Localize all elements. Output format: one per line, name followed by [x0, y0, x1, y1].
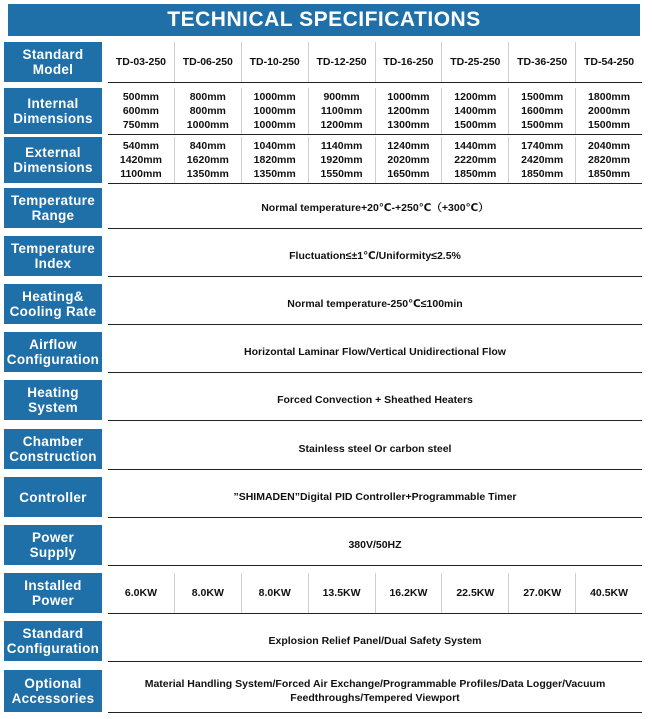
spec-value: Explosion Relief Panel/Dual Safety System [268, 635, 482, 647]
row-body [108, 137, 642, 184]
model-name: TD-36-250 [517, 56, 568, 68]
row-heating-system [4, 380, 642, 420]
dimension-value: 800mm [189, 105, 226, 117]
dimension-value: 1200mm [454, 91, 497, 103]
row-chamber-construction [4, 429, 642, 469]
dimension-value: 2820mm [588, 154, 631, 166]
dimension-value: 1300mm [387, 119, 430, 131]
dimension-value: 1650mm [387, 168, 430, 180]
power-value: 13.5KW [322, 587, 361, 599]
header-line: Configuration [6, 641, 100, 656]
dimension-value: 1000mm [253, 105, 296, 117]
header-line: External [25, 145, 81, 160]
power-value: 27.0KW [523, 587, 562, 599]
header-line: Optional [24, 676, 82, 691]
dimension-cell [575, 137, 642, 183]
spec-value [108, 670, 642, 712]
row-header [4, 188, 102, 228]
header-line: Temperature [10, 241, 96, 256]
dimension-cell [108, 137, 174, 183]
row-standard-configuration [4, 621, 642, 661]
row-body [108, 284, 642, 325]
dimension-cell [508, 88, 575, 134]
power-cell [108, 573, 174, 613]
row-header [4, 573, 102, 613]
header-line: System [28, 400, 78, 415]
row-standard-model [4, 42, 642, 82]
row-body [108, 332, 642, 373]
row-header [4, 429, 102, 469]
dimension-value: 1600mm [521, 105, 564, 117]
spec-value: Forced Convection + Sheathed Heaters [277, 394, 473, 406]
model-name: TD-06-250 [182, 56, 233, 68]
model-cell [308, 42, 375, 82]
row-header [4, 332, 102, 372]
row-external-dimensions [4, 137, 642, 183]
dimension-cell [575, 88, 642, 134]
dimension-value: 1500mm [588, 119, 631, 131]
row-temperature-index [4, 236, 642, 276]
row-body [108, 188, 642, 229]
dimension-value: 750mm [122, 119, 160, 131]
row-optional-accessories [4, 670, 642, 712]
dimension-cell [241, 137, 308, 183]
dimension-value: 1500mm [521, 119, 564, 131]
dimension-value: 1200mm [320, 119, 363, 131]
header-line: Temperature [10, 193, 96, 208]
dimension-value: 1140mm [320, 140, 363, 152]
header-line: Power [31, 530, 74, 545]
dimension-cell [375, 137, 442, 183]
row-temperature-range [4, 188, 642, 228]
dimension-value: 1000mm [253, 91, 296, 103]
row-installed-power [4, 573, 642, 613]
header-line: Range [31, 208, 75, 223]
dimension-cell [375, 88, 442, 134]
row-header [4, 137, 102, 183]
model-name: TD-25-250 [450, 56, 501, 68]
power-cell [241, 573, 308, 613]
dimension-value: 1350mm [253, 168, 296, 180]
dimension-value: 1740mm [521, 140, 564, 152]
dimension-value: 1500mm [454, 119, 497, 131]
header-line: Power [31, 593, 74, 608]
power-cell [308, 573, 375, 613]
dimension-value: 840mm [189, 140, 226, 152]
spec-value: Normal temperature-250℃≤100min [287, 298, 463, 310]
dimension-cell [441, 137, 508, 183]
spec-value: Fluctuation≤±1℃/Uniformity≤2.5% [289, 250, 461, 262]
dimension-value: 2020mm [387, 154, 430, 166]
row-body [108, 621, 642, 662]
dimension-value: 540mm [122, 140, 160, 152]
spec-value: ”SHIMADEN”Digital PID Controller+Programmable Timer [233, 491, 517, 503]
model-name: TD-12-250 [316, 56, 367, 68]
row-header [4, 477, 102, 517]
header-line: Controller [19, 489, 87, 505]
model-name: TD-54-250 [583, 56, 635, 68]
dimension-value: 2040mm [588, 140, 631, 152]
spec-value: Normal temperature+20℃-+250℃（+300℃） [261, 202, 489, 214]
dimension-value: 2420mm [521, 154, 564, 166]
header-line: Model [32, 62, 74, 77]
header-line: Index [34, 256, 72, 271]
dimension-value: 1200mm [387, 105, 430, 117]
dimension-value: 1000mm [253, 119, 296, 131]
dimension-cell [241, 88, 308, 134]
row-header [4, 42, 102, 82]
dimension-value: 1350mm [186, 168, 229, 180]
dimension-cell [174, 137, 241, 183]
dimension-value: 1550mm [320, 168, 363, 180]
dimension-value: 800mm [189, 91, 226, 103]
row-header [4, 380, 102, 420]
power-cell [575, 573, 642, 613]
power-cell [375, 573, 442, 613]
header-line: Standard [22, 47, 84, 62]
header-line: Supply [29, 545, 77, 560]
power-value: 16.2KW [389, 587, 428, 599]
dimension-value: 1040mm [253, 140, 296, 152]
row-body [108, 429, 642, 470]
dimension-cell [508, 137, 575, 183]
dimension-cell [108, 88, 174, 134]
dimension-value: 1920mm [320, 154, 363, 166]
row-header [4, 284, 102, 324]
header-line: Construction [9, 449, 97, 464]
row-body [108, 670, 642, 713]
row-body [108, 236, 642, 277]
dimension-value: 1620mm [186, 154, 229, 166]
header-line: Accessories [11, 691, 95, 706]
row-controller [4, 477, 642, 517]
row-header [4, 621, 102, 661]
dimension-value: 1820mm [253, 154, 296, 166]
header-line: Chamber [22, 434, 84, 449]
dimension-value: 1000mm [387, 91, 430, 103]
header-line: Standard [22, 626, 84, 641]
model-name: TD-10-250 [249, 56, 300, 68]
dimension-value: 900mm [323, 91, 360, 103]
dimension-value: 1440mm [454, 140, 497, 152]
row-header [4, 525, 102, 565]
dimension-value: 1100mm [120, 168, 162, 180]
dimension-value: 2220mm [454, 154, 497, 166]
model-cell [441, 42, 508, 82]
header-line: Dimensions [13, 111, 93, 126]
row-body [108, 42, 642, 83]
dimension-value: 1850mm [454, 168, 497, 180]
row-heating-cooling-rate [4, 284, 642, 324]
row-airflow-configuration [4, 332, 642, 372]
dimension-cell [441, 88, 508, 134]
row-internal-dimensions [4, 88, 642, 134]
power-value: 8.0KW [258, 587, 291, 599]
page-title: TECHNICAL SPECIFICATIONS [8, 4, 640, 36]
dimension-value: 1400mm [454, 105, 497, 117]
dimension-value: 1000mm [186, 119, 229, 131]
row-header [4, 88, 102, 134]
model-cell [508, 42, 575, 82]
power-value: 8.0KW [191, 587, 224, 599]
model-cell [174, 42, 241, 82]
power-value: 22.5KW [456, 587, 495, 599]
power-cell [441, 573, 508, 613]
dimension-value: 1800mm [588, 91, 631, 103]
model-cell [108, 42, 174, 82]
model-cell [375, 42, 442, 82]
spec-value-line: Feedthroughs/Tempered Viewport [290, 692, 460, 704]
row-body [108, 525, 642, 566]
row-body [108, 573, 642, 614]
model-cell [241, 42, 308, 82]
dimension-value: 1240mm [387, 140, 430, 152]
model-cell [575, 42, 642, 82]
spec-value: Stainless steel Or carbon steel [298, 443, 452, 455]
power-value: 6.0KW [124, 587, 157, 599]
dimension-value: 600mm [122, 105, 160, 117]
dimension-value: 1850mm [521, 168, 564, 180]
header-line: Installed [24, 578, 82, 593]
header-line: Airflow [29, 337, 77, 352]
dimension-value: 1850mm [588, 168, 631, 180]
row-body [108, 88, 642, 135]
power-value: 40.5KW [590, 587, 629, 599]
spec-value: Horizontal Laminar Flow/Vertical Unidirectional Flow [244, 346, 506, 358]
row-header [4, 236, 102, 276]
spec-value: 380V/50HZ [348, 539, 402, 551]
dimension-value: 2000mm [588, 105, 631, 117]
dimension-cell [308, 88, 375, 134]
header-line: Internal [27, 96, 79, 111]
dimension-value: 1100mm [320, 105, 363, 117]
spec-value-line: Material Handling System/Forced Air Exchange/Programmable Profiles/Data Logger/Vacuum [144, 678, 606, 690]
dimension-value: 500mm [122, 91, 160, 103]
row-body [108, 477, 642, 518]
header-line: Heating& [22, 289, 84, 304]
model-name: TD-03-250 [115, 56, 167, 68]
power-cell [174, 573, 241, 613]
row-body [108, 380, 642, 421]
power-cell [508, 573, 575, 613]
dimension-value: 1420mm [119, 154, 162, 166]
header-line: Dimensions [13, 160, 93, 175]
header-line: Heating [27, 385, 79, 400]
header-line: Cooling Rate [9, 304, 97, 319]
row-power-supply [4, 525, 642, 565]
dimension-cell [308, 137, 375, 183]
dimension-value: 1500mm [521, 91, 564, 103]
dimension-cell [174, 88, 241, 134]
model-name: TD-16-250 [383, 56, 434, 68]
row-header [4, 670, 102, 712]
header-line: Configuration [6, 352, 100, 367]
